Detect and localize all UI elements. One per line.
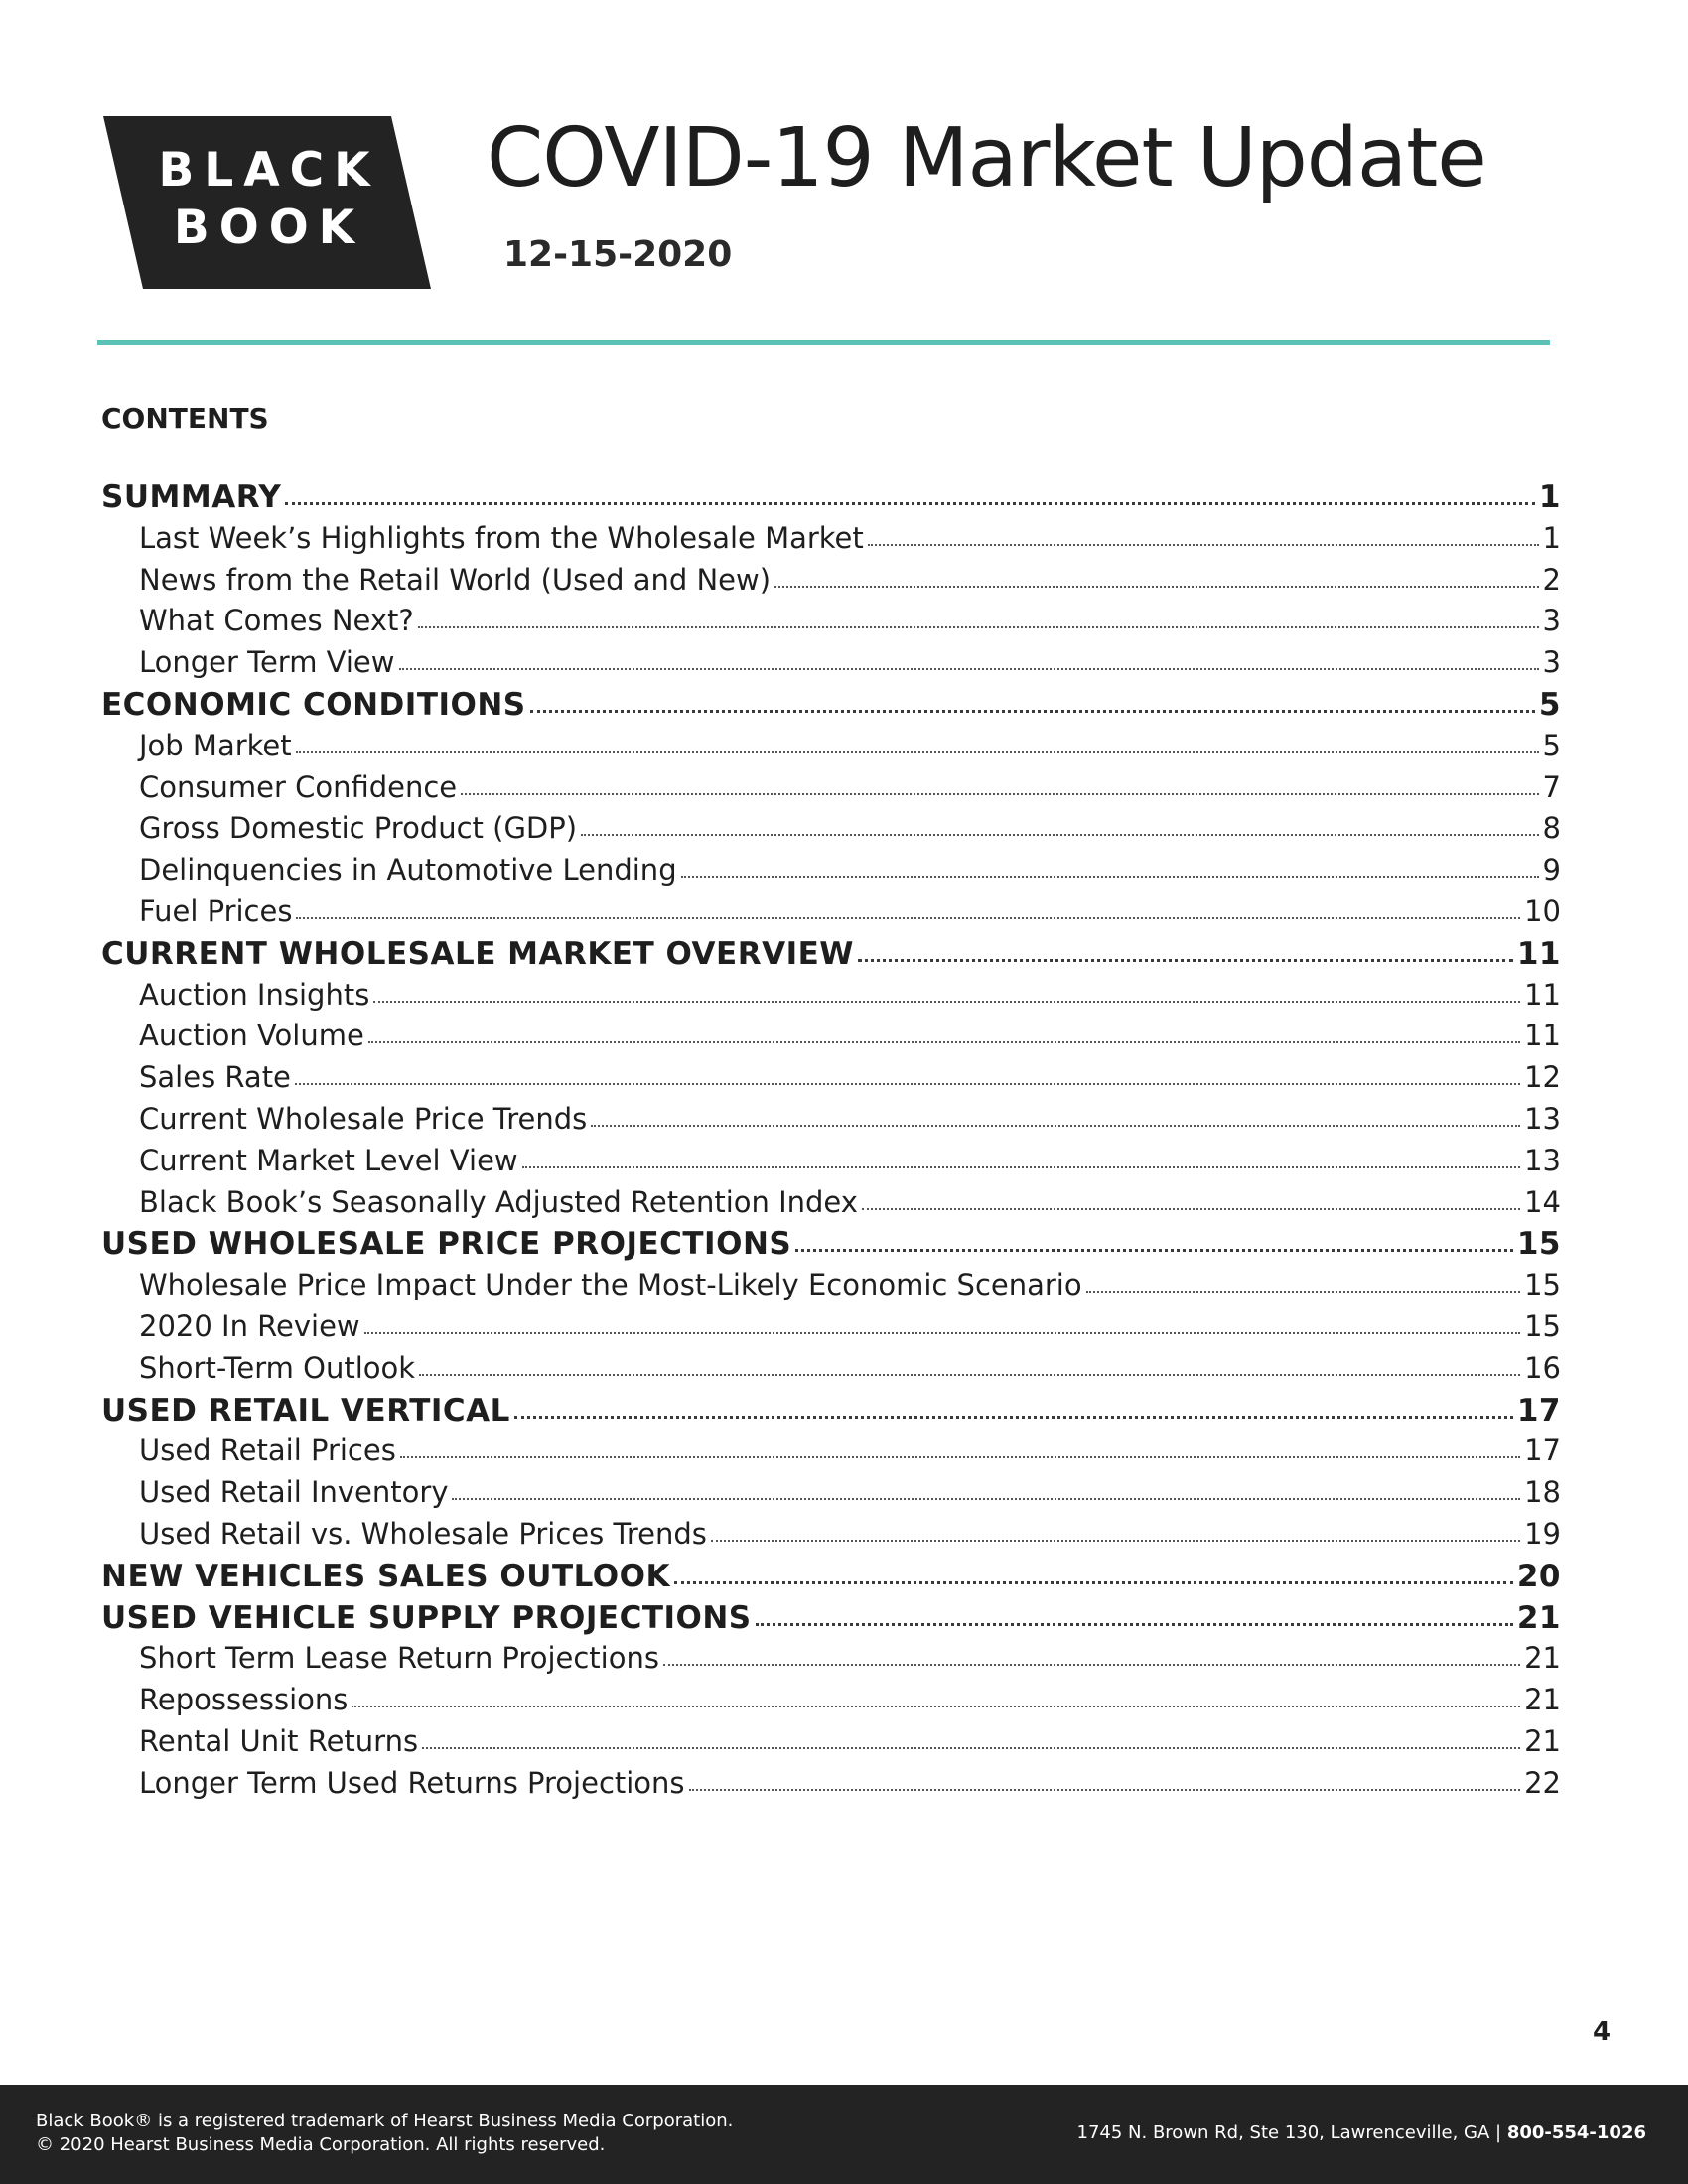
toc-entry-label: Short-Term Outlook: [139, 1350, 416, 1385]
toc-dot-leader: [399, 668, 1539, 670]
toc-subsection-entry[interactable]: [101, 1144, 1561, 1185]
toc-entry-label: NEW VEHICLES SALES OUTLOOK: [101, 1558, 670, 1594]
toc-subsection-entry[interactable]: [101, 604, 1561, 645]
toc-subsection-entry[interactable]: [101, 729, 1561, 770]
toc-entry-page: 5: [1538, 686, 1561, 723]
toc-entry-page: 15: [1524, 1268, 1561, 1302]
toc-entry-label: Fuel Prices: [139, 893, 293, 928]
logo-line-black: BLACK: [158, 143, 380, 198]
toc-entry-label: CURRENT WHOLESALE MARKET OVERVIEW: [101, 935, 854, 972]
toc-entry-page: 1: [1538, 479, 1561, 515]
toc-entry-page: 21: [1524, 1641, 1561, 1676]
toc-entry-page: 21: [1524, 1683, 1561, 1717]
toc-subsection-entry[interactable]: [101, 1060, 1561, 1102]
header-divider: [97, 340, 1550, 345]
toc-subsection-entry[interactable]: [101, 1019, 1561, 1060]
toc-entry-label: USED RETAIL VERTICAL: [101, 1392, 510, 1429]
toc-subsection-entry[interactable]: [101, 1683, 1561, 1724]
toc-subsection-entry[interactable]: [101, 521, 1561, 563]
footer-address: 1745 N. Brown Rd, Ste 130, Lawrenceville, GA |: [1076, 2122, 1507, 2143]
toc-entry-label: USED VEHICLE SUPPLY PROJECTIONS: [101, 1599, 752, 1636]
toc-entry-page: 10: [1524, 893, 1561, 928]
toc-subsection-entry[interactable]: [101, 1268, 1561, 1309]
toc-entry-label: Longer Term View: [139, 645, 395, 680]
toc-dot-leader: [581, 834, 1539, 836]
toc-dot-leader: [689, 1789, 1521, 1791]
toc-dot-leader: [711, 1540, 1520, 1542]
toc-dot-leader: [530, 710, 1535, 713]
toc-section-entry[interactable]: [101, 687, 1561, 729]
toc-entry-page: 18: [1524, 1475, 1561, 1510]
toc-entry-page: 11: [1524, 977, 1561, 1012]
toc-entry-page: 7: [1542, 769, 1561, 804]
toc-entry-page: 22: [1524, 1765, 1561, 1800]
footer-contact: [1077, 2122, 1646, 2143]
toc-subsection-entry[interactable]: [101, 1185, 1561, 1227]
toc-subsection-entry[interactable]: [101, 978, 1561, 1020]
black-book-logo: [103, 116, 431, 289]
toc-subsection-entry[interactable]: [101, 1724, 1561, 1766]
toc-dot-leader: [296, 751, 1539, 753]
toc-subsection-entry[interactable]: [101, 1309, 1561, 1351]
toc-section-entry[interactable]: [101, 1559, 1561, 1600]
toc-entry-page: 11: [1524, 1019, 1561, 1053]
toc-entry-page: 13: [1524, 1143, 1561, 1177]
toc-entry-label: Auction Volume: [139, 1019, 364, 1053]
toc-entry-page: 15: [1516, 1226, 1561, 1263]
toc-section-entry[interactable]: [101, 479, 1561, 521]
toc-entry-page: 14: [1524, 1184, 1561, 1219]
toc-entry-page: 11: [1516, 935, 1561, 972]
toc-entry-label: Delinquencies in Automotive Lending: [139, 853, 677, 887]
toc-dot-leader: [419, 1374, 1520, 1376]
toc-entry-page: 5: [1542, 728, 1561, 762]
toc-dot-leader: [514, 1416, 1513, 1419]
toc-dot-leader: [400, 1456, 1520, 1458]
toc-entry-label: SUMMARY: [101, 479, 282, 515]
toc-dot-leader: [591, 1125, 1520, 1127]
toc-entry-page: 1: [1542, 520, 1561, 555]
toc-entry-label: Last Week’s Highlights from the Wholesale Market: [139, 520, 864, 555]
toc-entry-label: Consumer Confidence: [139, 769, 458, 804]
toc-dot-leader: [452, 1498, 1520, 1500]
toc-entry-page: 17: [1524, 1433, 1561, 1468]
toc-entry-label: Longer Term Used Returns Projections: [139, 1765, 685, 1800]
toc-entry-label: Current Wholesale Price Trends: [139, 1101, 588, 1136]
toc-entry-label: Used Retail Inventory: [139, 1475, 449, 1510]
toc-entry-label: Repossessions: [139, 1683, 349, 1717]
page-footer: [0, 2085, 1688, 2184]
toc-entry-page: 3: [1542, 604, 1561, 638]
toc-dot-leader: [352, 1706, 1520, 1707]
logo-line-book: BOOK: [173, 201, 365, 255]
toc-dot-leader: [285, 502, 1535, 505]
toc-dot-leader: [674, 1581, 1513, 1584]
toc-dot-leader: [373, 1001, 1520, 1003]
toc-entry-page: 20: [1516, 1558, 1561, 1594]
toc-subsection-entry[interactable]: [101, 1102, 1561, 1144]
document-date: 12-15-2020: [503, 234, 733, 275]
toc-entry-page: 9: [1542, 853, 1561, 887]
toc-entry-label: Black Book’s Seasonally Adjusted Retention Index: [139, 1184, 858, 1219]
toc-dot-leader: [368, 1041, 1520, 1043]
toc-subsection-entry[interactable]: [101, 1433, 1561, 1475]
toc-section-entry[interactable]: [101, 1600, 1561, 1642]
toc-entry-label: Used Retail Prices: [139, 1433, 396, 1468]
toc-dot-leader: [422, 1747, 1520, 1749]
toc-entry-page: 13: [1524, 1101, 1561, 1136]
toc-dot-leader: [862, 1208, 1520, 1210]
document-title: COVID-19 Market Update: [487, 111, 1486, 205]
contents-heading: CONTENTS: [101, 402, 269, 435]
toc-dot-leader: [795, 1249, 1513, 1252]
toc-section-entry[interactable]: [101, 1393, 1561, 1434]
toc-entry-label: Wholesale Price Impact Under the Most-Likely Economic Scenario: [139, 1268, 1082, 1302]
toc-entry-page: 16: [1524, 1350, 1561, 1385]
toc-subsection-entry[interactable]: [101, 645, 1561, 687]
toc-subsection-entry[interactable]: [101, 770, 1561, 812]
toc-entry-label: Short Term Lease Return Projections: [139, 1641, 659, 1676]
footer-copyright: © 2020 Hearst Business Media Corporation. All rights reserved.: [36, 2134, 606, 2155]
toc-entry-page: 12: [1524, 1060, 1561, 1095]
toc-section-entry[interactable]: [101, 1226, 1561, 1268]
toc-subsection-entry[interactable]: [101, 1641, 1561, 1683]
page-number: 4: [1593, 2017, 1612, 2047]
toc-section-entry[interactable]: [101, 936, 1561, 978]
footer-legal: [36, 2110, 733, 2157]
toc-entry-label: Job Market: [139, 728, 292, 762]
toc-entry-page: 3: [1542, 645, 1561, 680]
toc-dot-leader: [663, 1664, 1520, 1666]
toc-entry-page: 19: [1524, 1516, 1561, 1551]
toc-subsection-entry[interactable]: [101, 1517, 1561, 1559]
toc-entry-page: 15: [1524, 1308, 1561, 1343]
toc-entry-label: Gross Domestic Product (GDP): [139, 811, 578, 846]
toc-entry-page: 2: [1542, 562, 1561, 597]
toc-entry-label: Sales Rate: [139, 1060, 291, 1095]
toc-entry-page: 17: [1516, 1392, 1561, 1429]
toc-dot-leader: [364, 1332, 1520, 1334]
footer-phone: 800-554-1026: [1506, 2122, 1646, 2143]
toc-dot-leader: [756, 1623, 1513, 1626]
toc-dot-leader: [295, 1083, 1520, 1085]
toc-entry-label: ECONOMIC CONDITIONS: [101, 686, 526, 723]
toc-dot-leader: [774, 586, 1539, 588]
toc-entry-label: What Comes Next?: [139, 604, 414, 638]
toc-entry-label: News from the Retail World (Used and New): [139, 562, 772, 597]
toc-entry-label: Used Retail vs. Wholesale Prices Trends: [139, 1516, 707, 1551]
toc-entry-label: Rental Unit Returns: [139, 1723, 419, 1758]
table-of-contents: [101, 479, 1561, 1808]
toc-entry-label: 2020 In Review: [139, 1308, 360, 1343]
toc-entry-page: 21: [1524, 1723, 1561, 1758]
toc-entry-label: Current Market Level View: [139, 1143, 518, 1177]
toc-dot-leader: [418, 626, 1539, 628]
toc-dot-leader: [858, 959, 1513, 962]
toc-dot-leader: [868, 544, 1539, 546]
toc-dot-leader: [461, 793, 1538, 795]
toc-entry-page: 8: [1542, 811, 1561, 846]
toc-subsection-entry[interactable]: [101, 894, 1561, 936]
toc-subsection-entry[interactable]: [101, 853, 1561, 894]
toc-dot-leader: [681, 876, 1539, 878]
toc-entry-label: USED WHOLESALE PRICE PROJECTIONS: [101, 1226, 792, 1263]
toc-entry-page: 21: [1516, 1599, 1561, 1636]
toc-dot-leader: [296, 917, 1520, 919]
toc-dot-leader: [1086, 1291, 1520, 1293]
logo-wordmark: [145, 142, 393, 257]
footer-trademark: Black Book® is a registered trademark of Hearst Business Media Corporation.: [36, 2111, 734, 2131]
toc-entry-label: Auction Insights: [139, 977, 370, 1012]
toc-dot-leader: [522, 1166, 1520, 1168]
toc-subsection-entry[interactable]: [101, 1475, 1561, 1517]
toc-subsection-entry[interactable]: [101, 563, 1561, 605]
toc-subsection-entry[interactable]: [101, 1351, 1561, 1393]
toc-subsection-entry[interactable]: [101, 1766, 1561, 1808]
toc-subsection-entry[interactable]: [101, 811, 1561, 853]
